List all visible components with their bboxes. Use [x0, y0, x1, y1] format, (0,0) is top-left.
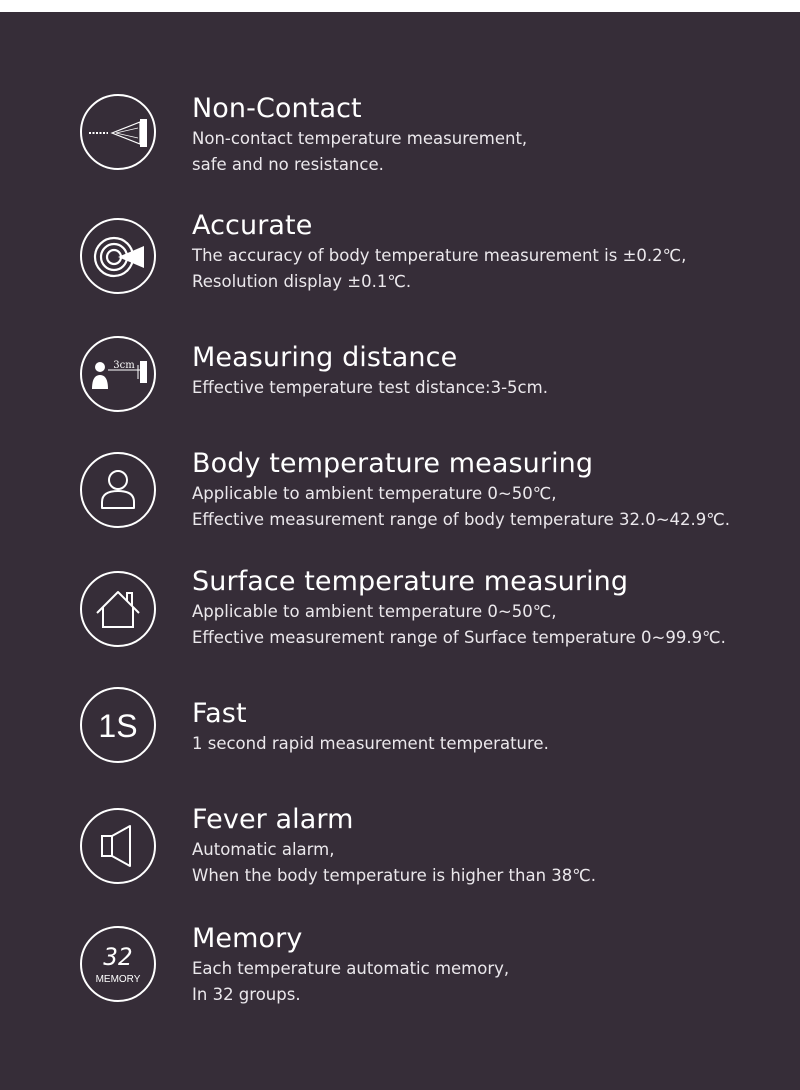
memory-icon [78, 924, 158, 1004]
description-line: Effective measurement range of Surface temperature 0~99.9℃. [192, 628, 726, 647]
feature-title: Fast [192, 698, 247, 729]
feature-title: Body temperature measuring [192, 448, 594, 479]
description-line: In 32 groups. [192, 985, 301, 1004]
feature-title: Surface temperature measuring [192, 566, 629, 597]
feature-description [192, 599, 726, 651]
feature-description [192, 375, 548, 401]
description-line: Automatic alarm, [192, 840, 335, 859]
accuracy-target-icon [78, 216, 158, 296]
description-line: The accuracy of body temperature measurement is ±0.2℃, [192, 246, 687, 265]
feature-title: Accurate [192, 210, 313, 241]
memory-count-label: 32 [103, 943, 133, 971]
one-second-label: 1S [98, 708, 138, 744]
feature-title: Non-Contact [192, 93, 362, 124]
description-line: When the body temperature is higher than 38℃. [192, 866, 597, 885]
distance-label: 3cm [113, 360, 135, 371]
description-line: Applicable to ambient temperature 0~50℃, [192, 602, 557, 621]
feature-description [192, 731, 549, 757]
description-line: safe and no resistance. [192, 155, 384, 174]
house-icon [78, 569, 158, 649]
one-second-icon [78, 685, 158, 765]
feature-panel [0, 12, 800, 1090]
feature-title: Memory [192, 923, 303, 954]
feature-title: Measuring distance [192, 342, 458, 373]
non-contact-thermometer-icon [78, 92, 158, 172]
description-line: 1 second rapid measurement temperature. [192, 734, 549, 753]
feature-description [192, 956, 509, 1008]
feature-description [192, 126, 527, 178]
description-line: Resolution display ±0.1℃. [192, 272, 412, 291]
description-line: Non-contact temperature measurement, [192, 129, 528, 148]
feature-title: Fever alarm [192, 804, 354, 835]
description-line: Effective temperature test distance:3-5cm. [192, 378, 548, 397]
memory-label: MEMORY [95, 974, 141, 985]
feature-description [192, 481, 730, 533]
measuring-distance-icon [78, 334, 158, 414]
speaker-icon [78, 806, 158, 886]
description-line: Applicable to ambient temperature 0~50℃, [192, 484, 557, 503]
feature-description [192, 837, 596, 889]
person-icon [78, 450, 158, 530]
description-line: Effective measurement range of body temperature 32.0~42.9℃. [192, 510, 731, 529]
description-line: Each temperature automatic memory, [192, 959, 510, 978]
feature-description [192, 243, 686, 295]
